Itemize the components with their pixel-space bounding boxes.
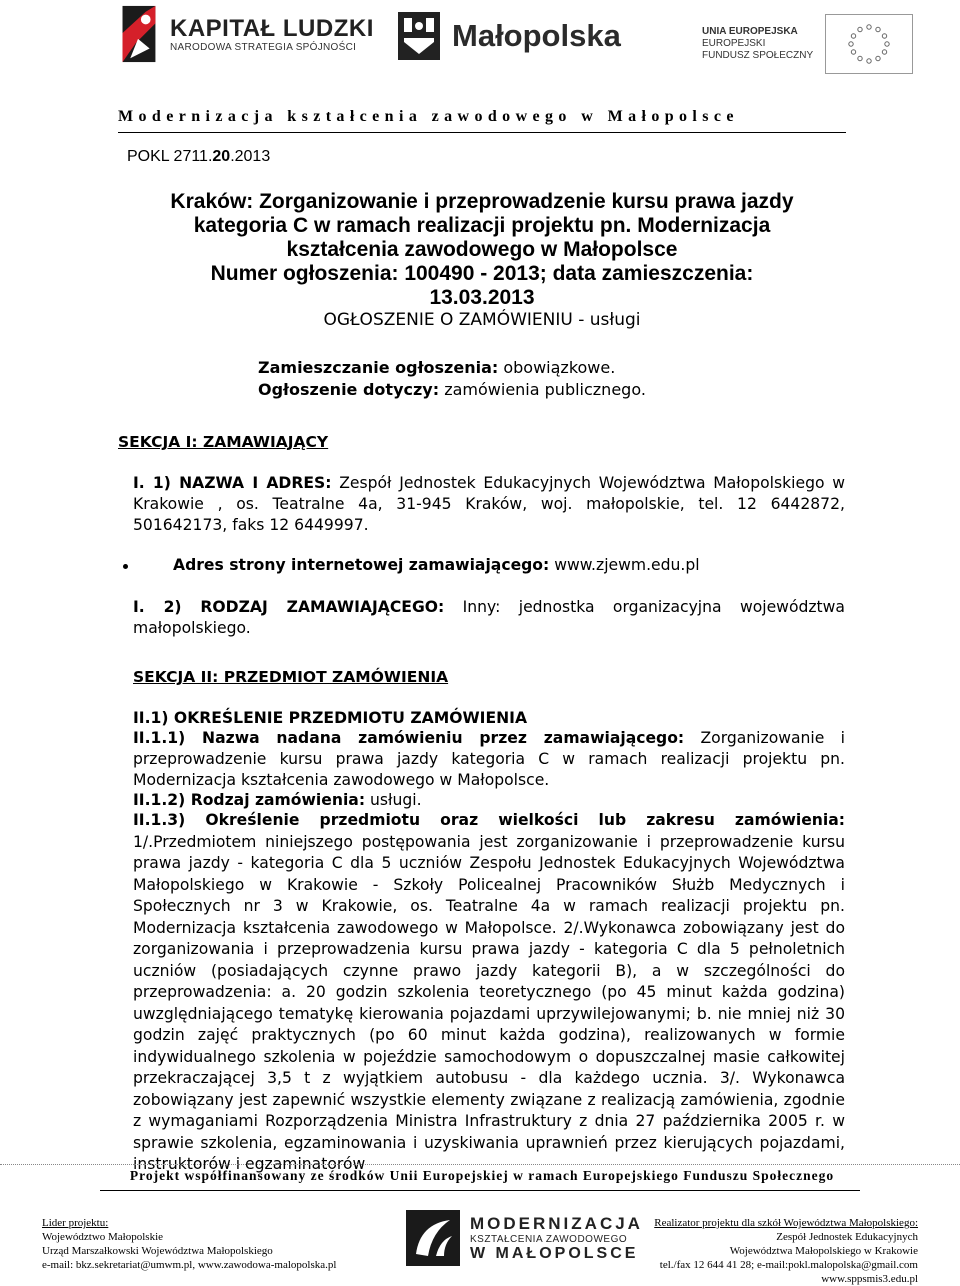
eu-flag-logo [702,14,913,74]
realizer-line-2: Województwa Małopolskiego w Krakowie [729,1245,918,1257]
section-1-heading: SEKCJA I: ZAMAWIAJĄCY [118,433,329,451]
realizer-label: Realizator projektu dla szkół Województwa Małopolskiego: [654,1217,918,1229]
title-line-5: 13.03.2013 [429,286,535,309]
bullet-icon [123,564,128,569]
malopolska-title: Małopolska [452,18,621,53]
realizer-line-1: Zespół Jednostek Edukacyjnych [776,1231,918,1243]
section-1-2-type: I. 2) RODZAJ ZAMAWIAJĄCEGO: Inny: jednostka organizacyjna województwa małopolskiego. [133,598,845,637]
funding-rule [100,1190,860,1191]
kapital-ludzki-logo [116,4,374,64]
malopolska-emblem-icon [398,12,440,60]
website-line: Adres strony internetowej zamawiającego: www.zjewm.edu.pl [173,556,700,574]
eu-line1: UNIA EUROPEJSKA [702,26,798,37]
kapital-ludzki-mark-icon [116,4,160,64]
modernizacja-mark-icon [406,1210,460,1266]
footer-left [42,1216,336,1272]
section-2-1-2: II.1.2) Rodzaj zamówienia: usługi. [133,791,422,809]
notice-type: OGŁOSZENIE O ZAMÓWIENIU - usługi [323,310,641,330]
section-2-1-heading: II.1) OKREŚLENIE PRZEDMIOTU ZAMÓWIENIA [133,709,528,727]
title-line-1: Kraków: Zorganizowanie i przeprowadzenie kursu prawa jazdy [170,190,794,213]
section-1-1-name-address: I. 1) NAZWA I ADRES: Zespół Jednostek Edukacyjnych Województwa Małopolskiego w Krakowie , os. Teatralne 4a, 31-945 Kraków, woj. małopolskie, tel. 12 6442872, 501642173, faks 12 6449997. [133,474,845,534]
leader-label: Lider projektu: [42,1217,109,1229]
modernizacja-line-2: KSZTAŁCENIA ZAWODOWEGO [470,1233,628,1245]
realizer-line-4: www.sppsmis3.edu.pl [821,1273,918,1285]
title-line-2: kategoria C w ramach realizacji projektu pn. Modernizacja [193,214,771,237]
modernizacja-line-1: MODERNIZACJA [470,1213,643,1233]
leader-line-3: e-mail: bkz.sekretariat@umwm.pl, www.zawodowa-malopolska.pl [42,1259,337,1271]
modernizacja-line-3: W MAŁOPOLSCE [470,1244,639,1262]
reference-number: POKL 2711.20.2013 [127,148,271,165]
footer-divider [0,1164,960,1166]
title-line-4: Numer ogłoszenia: 100490 - 2013; data zamieszczenia: [210,262,754,285]
section-2-1-3: II.1.3) Określenie przedmiotu oraz wielkości lub zakresu zamówienia: 1/.Przedmiotem niniejszego postępowania jest zorganizowanie i przeprowadzenie kursu prawa jazdy - kategoria C dla 5 uczniów Zespołu Jednostek Edukacyjnych Województwa Małopolskiego w Krakowie - Szkoły Policealnej Pracowników Służb Medycznych i Społecznych nr 3 w Krakowie, os. Teatralne 4a w ramach realizacji projektu pn. Modernizacja kształcenia zawodowego w Małopolsce. 2/.Wykonawca zobowiązany jest do zorganizowania i przeprowadzenia kursu prawa jazdy - kategoria C dla 5 pełnoletnich uczniów (posiadających czynne prawo jazdy kategorii B), a w szczególności do przeprowadzenia: a. 20 godzin szkolenia teoretycznego (po 45 minut każda godzina) uwzględniającego tematykę kierowania pojazdami uprzywilejowanymi; b. nie mniej niż 30 godzin zajęć praktycznych (po 60 minut każda godzina), realizowanych w formie indywidualnego szkolenia w pojeździe samochodowym o dopuszczalnej masie całkowitej przekraczającej 3,5 t z wyjątkiem autobusu - dla każdego ucznia. 3/. Wykonawca zobowiązany jest zapewnić wszystkie elementy związane z realizacją zamówienia, zgodnie z wymaganiami Rozporządzenia Ministra Infrastruktury z dnia 27 października 2005 r. w sprawie szkolenia, egzaminowania i uzyskiwania uprawnień przez kierujących pojazdami, instruktorów i egzaminatorów [133,811,845,1173]
eu-flag-icon [825,14,913,74]
eu-line2: EUROPEJSKI [702,38,766,49]
modernizacja-logo [406,1210,643,1266]
section-2-1-1: II.1.1) Nazwa nadana zamówieniu przez zamawiającego: Zorganizowanie i przeprowadzenie kursu prawa jazdy kategoria C w ramach realizacji projektu pn. Modernizacja kształcenia zawodowego w Małopolsce. [133,729,845,789]
footer-right [654,1216,918,1286]
header-rule [118,132,846,133]
project-tagline: Modernizacja kształcenia zawodowego w Małopolsce [118,108,739,125]
eu-line3: FUNDUSZ SPOŁECZNY [702,50,814,61]
title-line-3: kształcenia zawodowego w Małopolsce [286,238,678,261]
placement-line: Zamieszczanie ogłoszenia: obowiązkowe. [258,358,616,377]
kapital-ludzki-subtitle: NARODOWA STRATEGIA SPÓJNOŚCI [170,41,357,53]
kapital-ludzki-title: KAPITAŁ LUDZKI [170,14,374,42]
malopolska-logo [398,12,621,60]
leader-line-1: Województwo Małopolskie [42,1231,164,1243]
funding-statement: Projekt współfinansowany ze środków Unii Europejskiej w ramach Europejskiego Funduszu Społecznego [129,1168,835,1183]
leader-line-2: Urząd Marszałkowski Województwa Małopolskiego [42,1245,273,1257]
section-2-heading: SEKCJA II: PRZEDMIOT ZAMÓWIENIA [133,668,449,686]
realizer-line-3: tel./fax 12 644 41 28; e-mail:pokl.malopolska@gmail.com [659,1259,918,1271]
concerns-line: Ogłoszenie dotyczy: zamówienia publicznego. [258,380,646,399]
